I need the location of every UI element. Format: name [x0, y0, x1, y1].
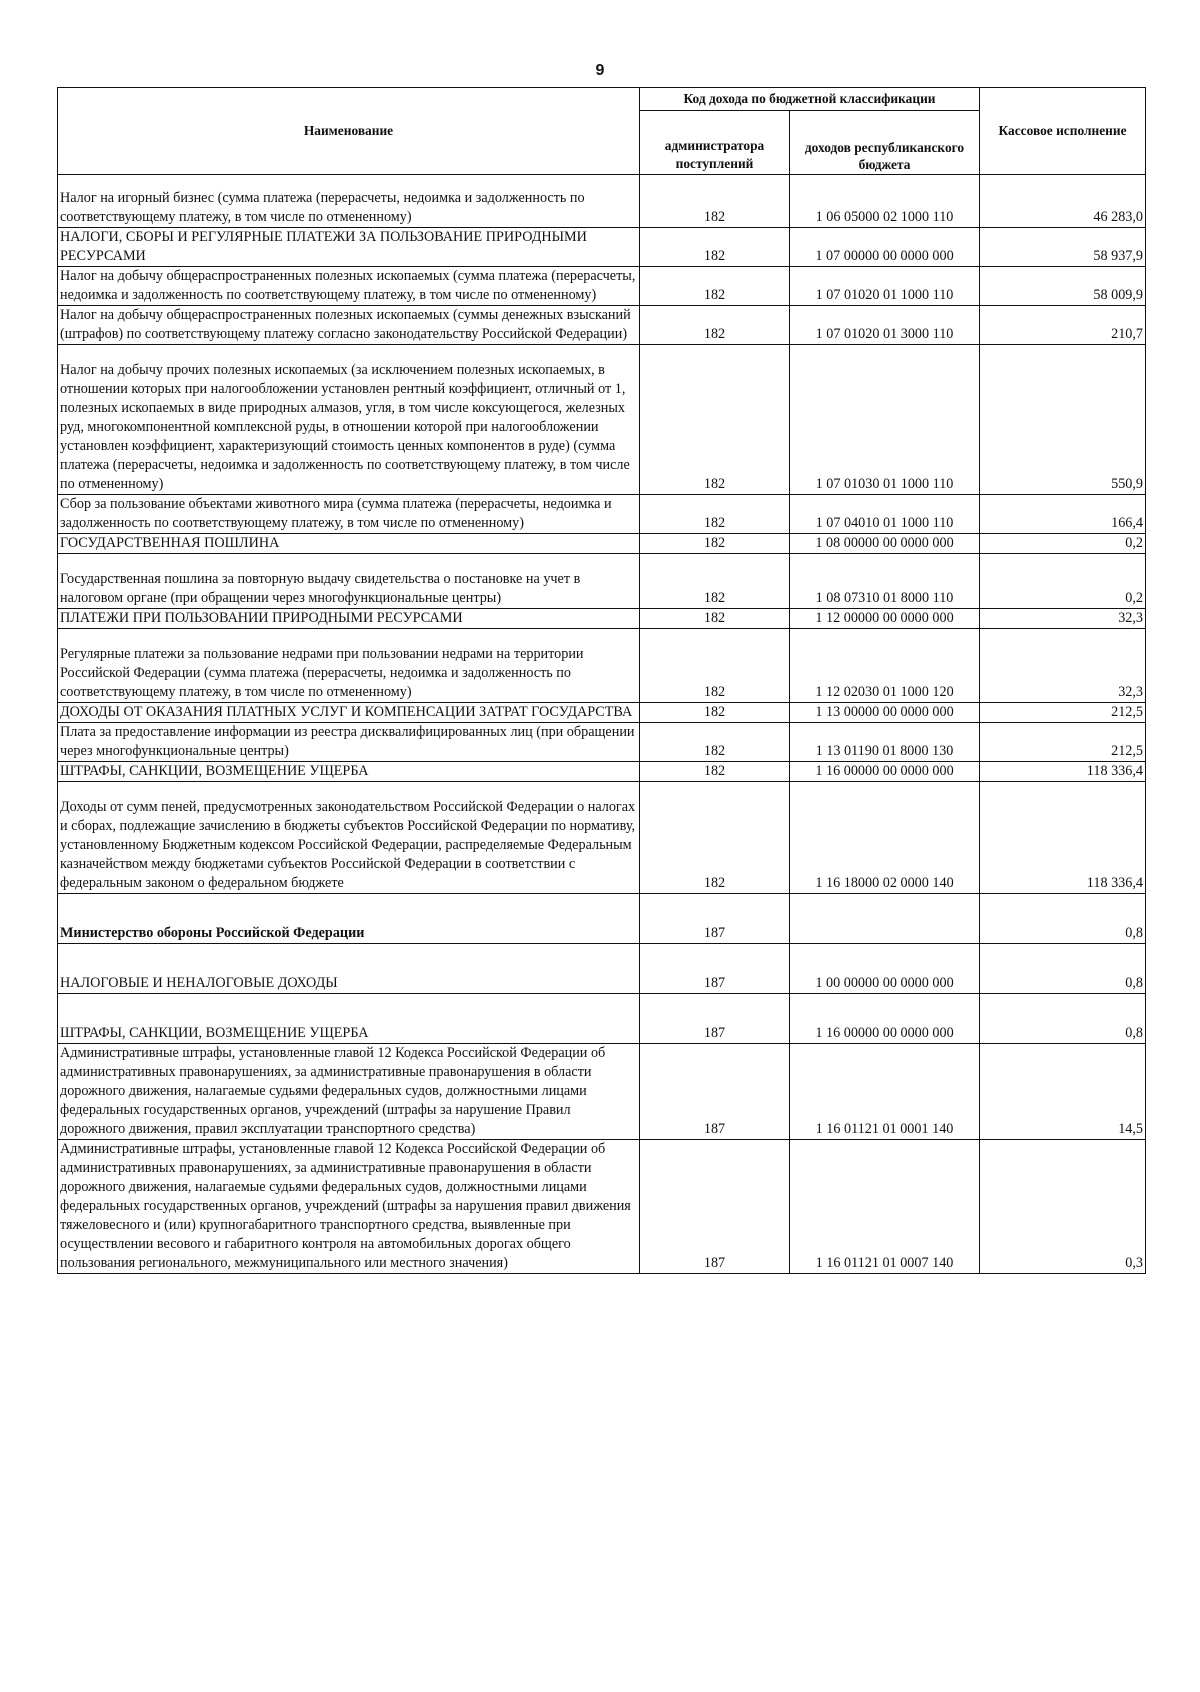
- table-row: [58, 944, 1146, 994]
- table-header: [58, 88, 1146, 175]
- row-amount: 0,8: [980, 944, 1146, 994]
- row-revenue-code: 1 07 04010 01 1000 110: [790, 495, 980, 534]
- row-name: Государственная пошлина за повторную выдачу свидетельства о постановке на учет в налоговом органе (при обращении через многофункциональные центры): [58, 554, 640, 609]
- row-administrator-code: 182: [640, 228, 790, 267]
- row-revenue-code: 1 07 01030 01 1000 110: [790, 345, 980, 495]
- row-administrator-code: 182: [640, 306, 790, 345]
- row-amount: 212,5: [980, 723, 1146, 762]
- row-revenue-code: 1 08 00000 00 0000 000: [790, 534, 980, 554]
- table-row: [58, 228, 1146, 267]
- row-amount: 118 336,4: [980, 782, 1146, 894]
- row-amount: 14,5: [980, 1044, 1146, 1140]
- header-code-group: Код дохода по бюджетной классификации: [640, 88, 980, 111]
- row-name: ГОСУДАРСТВЕННАЯ ПОШЛИНА: [58, 534, 640, 554]
- row-revenue-code: 1 08 07310 01 8000 110: [790, 554, 980, 609]
- row-administrator-code: 182: [640, 723, 790, 762]
- header-name: Наименование: [58, 88, 640, 175]
- row-revenue-code: 1 06 05000 02 1000 110: [790, 175, 980, 228]
- row-name: Налог на игорный бизнес (сумма платежа (перерасчеты, недоимка и задолженность по соответствующему платежу, в том числе по отмененному): [58, 175, 640, 228]
- row-amount: 0,3: [980, 1140, 1146, 1274]
- header-revenue-code: доходов республиканского бюджета: [790, 111, 980, 175]
- row-amount: 212,5: [980, 703, 1146, 723]
- row-revenue-code: 1 07 01020 01 3000 110: [790, 306, 980, 345]
- row-name: Административные штрафы, установленные главой 12 Кодекса Российской Федерации об административных правонарушениях, за административные правонарушения в области дорожного движения, налагаемые судьями федеральных судов, должностными лицами федеральных государственных органов, учреждений (штрафы за нарушение Правил дорожного движения, правил эксплуатации транспортного средства): [58, 1044, 640, 1140]
- table-row: [58, 306, 1146, 345]
- row-administrator-code: 182: [640, 345, 790, 495]
- row-administrator-code: 182: [640, 495, 790, 534]
- row-name: ПЛАТЕЖИ ПРИ ПОЛЬЗОВАНИИ ПРИРОДНЫМИ РЕСУРСАМИ: [58, 609, 640, 629]
- row-administrator-code: 182: [640, 782, 790, 894]
- row-amount: 210,7: [980, 306, 1146, 345]
- table-row: [58, 1140, 1146, 1274]
- row-amount: 0,2: [980, 554, 1146, 609]
- row-revenue-code: 1 12 02030 01 1000 120: [790, 629, 980, 703]
- table-row: [58, 609, 1146, 629]
- row-administrator-code: 187: [640, 994, 790, 1044]
- table-row: [58, 175, 1146, 228]
- row-name: ШТРАФЫ, САНКЦИИ, ВОЗМЕЩЕНИЕ УЩЕРБА: [58, 762, 640, 782]
- row-revenue-code: [790, 894, 980, 944]
- row-revenue-code: 1 07 00000 00 0000 000: [790, 228, 980, 267]
- row-amount: 0,2: [980, 534, 1146, 554]
- table-row: [58, 994, 1146, 1044]
- row-revenue-code: 1 16 01121 01 0001 140: [790, 1044, 980, 1140]
- table-row: [58, 267, 1146, 306]
- row-administrator-code: 187: [640, 944, 790, 994]
- table-row: [58, 723, 1146, 762]
- row-revenue-code: 1 16 18000 02 0000 140: [790, 782, 980, 894]
- row-name: ШТРАФЫ, САНКЦИИ, ВОЗМЕЩЕНИЕ УЩЕРБА: [58, 994, 640, 1044]
- row-amount: 58 009,9: [980, 267, 1146, 306]
- row-administrator-code: 187: [640, 894, 790, 944]
- row-name: Налог на добычу общераспространенных полезных ископаемых (сумма платежа (перерасчеты, недоимка и задолженность по соответствующему платежу, в том числе по отмененному): [58, 267, 640, 306]
- row-revenue-code: 1 13 00000 00 0000 000: [790, 703, 980, 723]
- table-row: [58, 1044, 1146, 1140]
- row-revenue-code: 1 07 01020 01 1000 110: [790, 267, 980, 306]
- row-revenue-code: 1 12 00000 00 0000 000: [790, 609, 980, 629]
- row-amount: 166,4: [980, 495, 1146, 534]
- row-administrator-code: 182: [640, 267, 790, 306]
- row-amount: 32,3: [980, 609, 1146, 629]
- row-name: Административные штрафы, установленные главой 12 Кодекса Российской Федерации об административных правонарушениях, за административные правонарушения в области дорожного движения, налагаемые судьями федеральных судов, должностными лицами федеральных государственных органов, учреждений (штрафы за нарушения правил движения тяжеловесного и (или) крупногабаритного транспортного средства, выявленные при осуществлении весового и габаритного контроля на автомобильных дорогах общего пользования регионального, межмуниципального или местного значения): [58, 1140, 640, 1274]
- table-row: [58, 534, 1146, 554]
- row-name: Сбор за пользование объектами животного мира (сумма платежа (перерасчеты, недоимка и задолженность по соответствующему платежу, в том числе по отмененному): [58, 495, 640, 534]
- row-administrator-code: 187: [640, 1044, 790, 1140]
- row-administrator-code: 187: [640, 1140, 790, 1274]
- table-row: [58, 762, 1146, 782]
- header-administrator: администратора поступлений: [640, 111, 790, 175]
- row-amount: 0,8: [980, 894, 1146, 944]
- row-amount: 46 283,0: [980, 175, 1146, 228]
- row-revenue-code: 1 16 01121 01 0007 140: [790, 1140, 980, 1274]
- row-amount: 58 937,9: [980, 228, 1146, 267]
- row-revenue-code: 1 16 00000 00 0000 000: [790, 762, 980, 782]
- row-administrator-code: 182: [640, 554, 790, 609]
- table-body: [58, 175, 1146, 1274]
- row-name: Регулярные платежи за пользование недрами при пользовании недрами на территории Российской Федерации (сумма платежа (перерасчеты, недоимка и задолженность по соответствующему платежу, в том числе по отмененному): [58, 629, 640, 703]
- row-name: Доходы от сумм пеней, предусмотренных законодательством Российской Федерации о налогах и сборах, подлежащие зачислению в бюджеты субъектов Российской Федерации по нормативу, установленному Бюджетным кодексом Российской Федерации, распределяемые Федеральным казначейством между бюджетами субъектов Российской Федерации в соответствии с федеральным законом о федеральном бюджете: [58, 782, 640, 894]
- table-row: [58, 345, 1146, 495]
- row-name: Плата за предоставление информации из реестра дисквалифицированных лиц (при обращении через многофункциональные центры): [58, 723, 640, 762]
- row-amount: 32,3: [980, 629, 1146, 703]
- table-row: [58, 554, 1146, 609]
- table-row: [58, 894, 1146, 944]
- page-number: 9: [595, 62, 605, 79]
- row-revenue-code: 1 00 00000 00 0000 000: [790, 944, 980, 994]
- row-administrator-code: 182: [640, 609, 790, 629]
- row-administrator-code: 182: [640, 703, 790, 723]
- table-row: [58, 703, 1146, 723]
- row-administrator-code: 182: [640, 629, 790, 703]
- row-amount: 550,9: [980, 345, 1146, 495]
- row-administrator-code: 182: [640, 762, 790, 782]
- row-name: ДОХОДЫ ОТ ОКАЗАНИЯ ПЛАТНЫХ УСЛУГ И КОМПЕНСАЦИИ ЗАТРАТ ГОСУДАРСТВА: [58, 703, 640, 723]
- table-row: [58, 495, 1146, 534]
- row-name: НАЛОГОВЫЕ И НЕНАЛОГОВЫЕ ДОХОДЫ: [58, 944, 640, 994]
- row-amount: 0,8: [980, 994, 1146, 1044]
- row-name: Налог на добычу общераспространенных полезных ископаемых (суммы денежных взысканий (штрафов) по соответствующему платежу согласно законодательству Российской Федерации): [58, 306, 640, 345]
- row-name: Министерство обороны Российской Федерации: [58, 894, 640, 944]
- row-administrator-code: 182: [640, 175, 790, 228]
- revenue-table: [57, 87, 1146, 1274]
- table-row: [58, 629, 1146, 703]
- row-name: НАЛОГИ, СБОРЫ И РЕГУЛЯРНЫЕ ПЛАТЕЖИ ЗА ПОЛЬЗОВАНИЕ ПРИРОДНЫМИ РЕСУРСАМИ: [58, 228, 640, 267]
- header-execution: Кассовое исполнение: [980, 88, 1146, 175]
- row-revenue-code: 1 16 00000 00 0000 000: [790, 994, 980, 1044]
- row-administrator-code: 182: [640, 534, 790, 554]
- row-amount: 118 336,4: [980, 762, 1146, 782]
- row-name: Налог на добычу прочих полезных ископаемых (за исключением полезных ископаемых, в отношении которых при налогообложении установлен рентный коэффициент, отличный от 1, полезных ископаемых в виде природных алмазов, угля, в том числе коксующегося, железных руд, многокомпонентной комплексной руды, в отношении которой при налогообложении установлен коэффициент, характеризующий стоимость ценных компонентов в руде) (сумма платежа (перерасчеты, недоимка и задолженность по соответствующему платежу, в том числе по отмененному): [58, 345, 640, 495]
- row-revenue-code: 1 13 01190 01 8000 130: [790, 723, 980, 762]
- table-row: [58, 782, 1146, 894]
